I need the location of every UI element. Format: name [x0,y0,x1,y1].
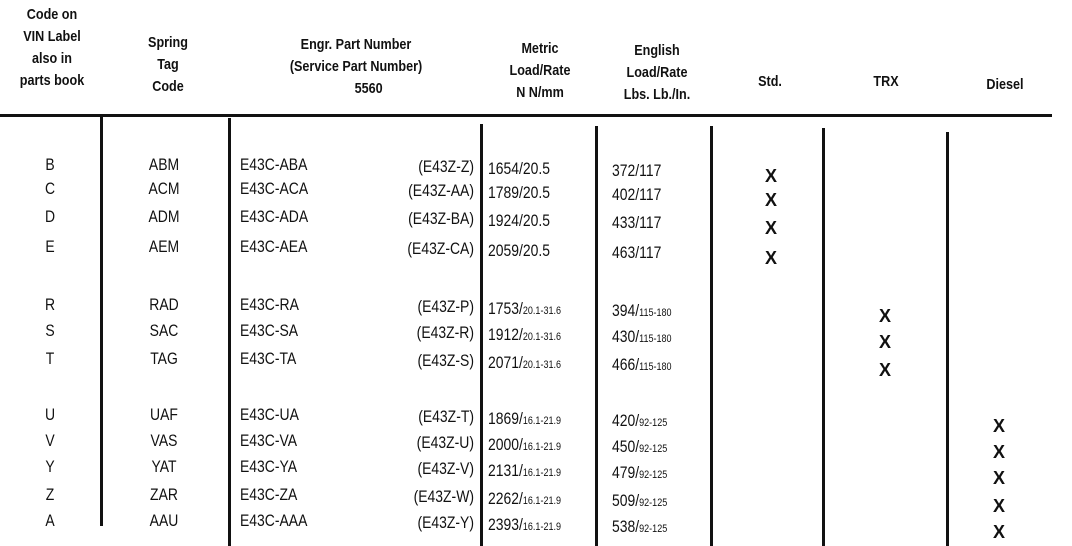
engr-part-number-cell [240,432,297,450]
cell-text: (E43Z-T) [418,407,474,426]
cell-text: 1789/20.5 [488,183,551,202]
header-english [612,40,701,106]
application-mark-trx: X [878,360,891,380]
cell-text: 2059/20.5 [488,241,551,260]
header-divider [0,114,1052,117]
service-part-number-cell [392,240,474,258]
metric-load-rate-cell [488,410,561,430]
cell-text: (E43Z-V) [417,459,474,478]
vin-code-cell [17,458,83,476]
header-part-number [272,34,440,100]
cell-text: E43C-ABA [240,155,308,174]
cell-text: R [44,295,56,314]
tag-code-cell [131,432,197,450]
english-load-rate-cell [612,162,661,180]
cell-text: E43C-VA [240,431,298,450]
cell-text: 2071/ [488,353,523,372]
service-part-number-cell [392,488,474,506]
cell-text: T [45,349,55,368]
cell-text: S [45,321,55,340]
cell-text: 16.1-21.9 [522,495,562,507]
cell-text: 20.1-31.6 [522,331,562,343]
column-divider [595,126,598,546]
header-part-line: 5560 [354,80,383,97]
tag-code-cell [131,486,197,504]
column-divider [100,116,103,526]
column-divider [228,118,231,546]
english-load-rate-cell [612,438,667,458]
cell-text: AAU [149,511,179,530]
cell-text: SAC [149,321,179,340]
cell-text: 16.1-21.9 [522,415,562,427]
vin-code-cell [17,238,83,256]
cell-text: 372/117 [612,161,662,180]
cell-text: 20.1-31.6 [522,359,562,371]
cell-text: (E43Z-AA) [408,181,474,200]
application-mark-std: X [764,248,777,268]
cell-text: 420/ [612,411,640,430]
engr-part-number-cell [240,180,308,198]
cell-text: (E43Z-U) [416,433,474,452]
vin-code-cell [17,208,83,226]
vin-code-cell [17,432,83,450]
cell-text: 16.1-21.9 [522,521,562,533]
header-tag [134,32,201,98]
service-part-number-cell [392,324,474,342]
engr-part-number-cell [240,406,299,424]
vin-code-cell [17,296,83,314]
application-mark-std: X [764,166,777,186]
tag-code-cell [131,180,197,198]
header-code-line: Code on [26,6,78,23]
header-metric-line: Load/Rate [509,62,571,79]
english-load-rate-cell [612,412,667,432]
english-load-rate-cell [612,328,672,348]
cell-text: TAG [150,349,178,368]
cell-text: 115-180 [639,361,672,373]
application-mark-trx: X [878,306,891,326]
vin-code-cell [17,512,83,530]
cell-text: Y [45,457,55,476]
metric-load-rate-cell [488,160,550,178]
tag-code-cell [131,350,197,368]
cell-text: 509/ [612,491,640,510]
header-metric-line: Metric [521,40,559,57]
engr-part-number-cell [240,512,307,530]
cell-text: (E43Z-R) [416,323,474,342]
cell-text: E [45,237,55,256]
application-mark-diesel: X [992,416,1005,436]
cell-text: 402/117 [612,185,662,204]
metric-load-rate-cell [488,462,561,482]
cell-text: 115-180 [639,333,672,345]
cell-text: E43C-ADA [240,207,309,226]
english-load-rate-cell [612,244,661,262]
cell-text: 1654/20.5 [488,159,551,178]
cell-text: 92-125 [639,469,668,481]
cell-text: 92-125 [639,523,668,535]
metric-load-rate-cell [488,516,561,536]
engr-part-number-cell [240,486,297,504]
cell-text: 1912/ [488,325,523,344]
service-part-number-cell [392,352,474,370]
cell-text: E43C-ZA [240,485,298,504]
cell-text: E43C-SA [240,321,299,340]
header-metric [496,38,583,104]
cell-text: E43C-YA [240,457,298,476]
column-divider [946,132,949,546]
engr-part-number-cell [240,238,307,256]
service-part-number-cell [392,408,474,426]
cell-text: ACM [148,179,180,198]
vin-code-cell [17,156,83,174]
header-tag-line: Tag [157,56,179,73]
application-mark-trx: X [878,332,891,352]
header-std: Std. [758,73,782,90]
header-tag-line: Spring [148,34,188,51]
service-part-number-cell [392,460,474,478]
english-load-rate-cell [612,302,672,322]
application-mark-diesel: X [992,522,1005,542]
cell-text: Z [45,485,55,504]
cell-text: C [44,179,56,198]
cell-text: 2393/ [488,515,523,534]
cell-text: 538/ [612,517,640,536]
cell-text: 433/117 [612,213,662,232]
cell-text: (E43Z-W) [413,487,474,506]
cell-text: E43C-AAA [240,511,308,530]
engr-part-number-cell [240,350,296,368]
english-load-rate-cell [612,186,661,204]
header-metric-line: N N/mm [516,84,564,101]
cell-text: 2000/ [488,435,523,454]
cell-text: 450/ [612,437,640,456]
application-mark-std: X [764,190,777,210]
header-code [13,4,90,92]
service-part-number-cell [392,434,474,452]
vin-code-cell [17,406,83,424]
header-diesel: Diesel [986,76,1024,93]
cell-text: E43C-UA [240,405,299,424]
header-english-line: English [634,42,680,59]
service-part-number-cell [392,210,474,228]
metric-load-rate-cell [488,326,561,346]
cell-text: (E43Z-BA) [408,209,474,228]
cell-text: D [44,207,56,226]
application-mark-std: X [764,218,777,238]
cell-text: E43C-AEA [240,237,308,256]
metric-load-rate-cell [488,300,561,320]
cell-text: (E43Z-Y) [417,513,474,532]
cell-text: VAS [150,431,178,450]
tag-code-cell [131,322,197,340]
cell-text: A [45,511,55,530]
cell-text: 92-125 [639,417,668,429]
cell-text: U [44,405,56,424]
header-english-line: Load/Rate [626,64,688,81]
cell-text: (E43Z-Z) [418,157,474,176]
cell-text: YAT [151,457,177,476]
vin-code-cell [17,486,83,504]
vin-code-cell [17,322,83,340]
english-load-rate-cell [612,356,672,376]
application-mark-diesel: X [992,442,1005,462]
english-load-rate-cell [612,492,667,512]
cell-text: UAF [150,405,178,424]
cell-text: 463/117 [612,243,662,262]
metric-load-rate-cell [488,490,561,510]
cell-text: AEM [148,237,180,256]
metric-load-rate-cell [488,184,550,202]
cell-text: (E43Z-P) [417,297,474,316]
metric-load-rate-cell [488,212,550,230]
service-part-number-cell [392,514,474,532]
column-divider [710,126,713,546]
service-part-number-cell [392,182,474,200]
cell-text: 20.1-31.6 [522,305,562,317]
cell-text: ABM [148,155,180,174]
engr-part-number-cell [240,322,298,340]
header-tag-line: Code [152,78,184,95]
cell-text: 92-125 [639,497,668,509]
cell-text: (E43Z-S) [417,351,474,370]
cell-text: V [45,431,55,450]
engr-part-number-cell [240,458,297,476]
cell-text: 16.1-21.9 [522,467,562,479]
cell-text: 479/ [612,463,640,482]
cell-text: 2262/ [488,489,523,508]
cell-text: ADM [148,207,180,226]
tag-code-cell [131,512,197,530]
vin-code-cell [17,350,83,368]
cell-text: ZAR [150,485,178,504]
header-trx: TRX [873,73,899,90]
english-load-rate-cell [612,464,667,484]
cell-text: 115-180 [639,307,672,319]
english-load-rate-cell [612,214,661,232]
header-code-line: VIN Label [23,28,81,45]
header-code-line: also in [32,50,72,67]
engr-part-number-cell [240,208,308,226]
column-divider [822,128,825,546]
engr-part-number-cell [240,156,307,174]
cell-text: 16.1-21.9 [522,441,562,453]
cell-text: 394/ [612,301,640,320]
header-code-line: parts book [19,72,85,89]
cell-text: 1753/ [488,299,523,318]
tag-code-cell [131,156,197,174]
application-mark-diesel: X [992,468,1005,488]
cell-text: E43C-ACA [240,179,309,198]
header-part-line: (Service Part Number) [289,58,423,75]
cell-text: 1924/20.5 [488,211,551,230]
cell-text: E43C-RA [240,295,299,314]
tag-code-cell [131,238,197,256]
cell-text: B [45,155,55,174]
tag-code-cell [131,458,197,476]
engr-part-number-cell [240,296,299,314]
cell-text: 1869/ [488,409,523,428]
application-mark-diesel: X [992,496,1005,516]
tag-code-cell [131,296,197,314]
service-part-number-cell [392,158,474,176]
tag-code-cell [131,208,197,226]
metric-load-rate-cell [488,354,561,374]
tag-code-cell [131,406,197,424]
cell-text: 92-125 [639,443,668,455]
vin-code-cell [17,180,83,198]
service-part-number-cell [392,298,474,316]
cell-text: E43C-TA [240,349,297,368]
cell-text: 2131/ [488,461,523,480]
cell-text: RAD [149,295,179,314]
header-english-line: Lbs. Lb./In. [623,86,691,103]
metric-load-rate-cell [488,242,550,260]
cell-text: 466/ [612,355,640,374]
english-load-rate-cell [612,518,667,538]
cell-text: (E43Z-CA) [407,239,474,258]
metric-load-rate-cell [488,436,561,456]
cell-text: 430/ [612,327,640,346]
header-part-line: Engr. Part Number [300,36,412,53]
column-divider [480,124,483,546]
